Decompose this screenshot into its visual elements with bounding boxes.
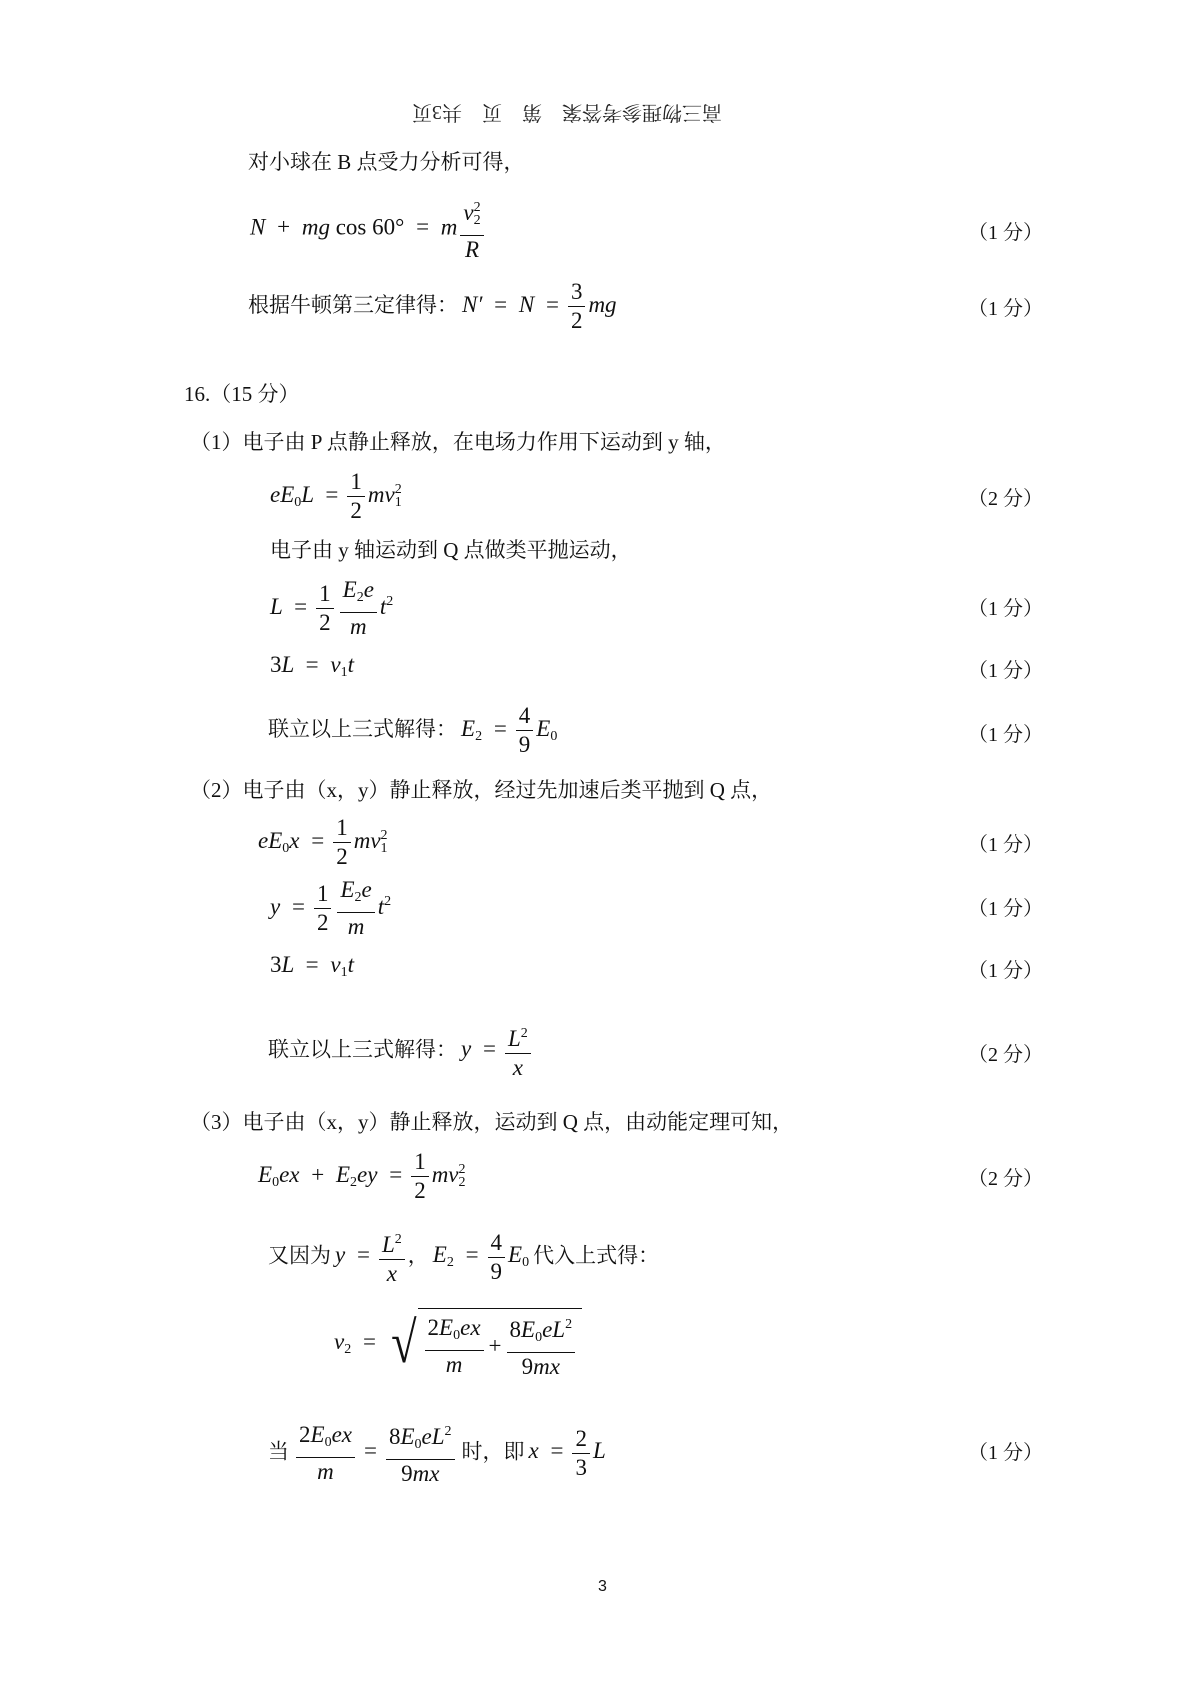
score: （1 分） xyxy=(968,960,1043,982)
equation-y-result: 联立以上三式解得： y = $\frac{L^2}{x}$ xyxy=(268,1022,534,1080)
score: （1 分） xyxy=(968,898,1043,920)
equation-newton-third: 根据牛顿第三定律得： N′ = N = $\frac{3}{2}$ mg xyxy=(248,279,617,333)
substitute-label: 代入上式得： xyxy=(533,1243,660,1268)
page-number: 3 xyxy=(598,1578,607,1595)
flipped-header: 高三物理参考答案 第 页 共3页 xyxy=(412,101,722,123)
score: （1 分） xyxy=(968,724,1043,746)
score: （1 分） xyxy=(968,1442,1043,1464)
solve-label: 联立以上三式解得： xyxy=(268,1037,457,1062)
equation-e2-result: 联立以上三式解得： $E_2$ = $\frac{4}{9}$ $E_0$ xyxy=(268,703,558,757)
when-label: 当 xyxy=(268,1439,289,1464)
solve-label: 联立以上三式解得： xyxy=(268,716,457,741)
q16-part2-intro: （2）电子由（x，y）静止释放，经过先加速后类平抛到 Q 点， xyxy=(190,778,773,802)
q16-part1-intro: （1）电子由 P 点静止释放，在电场力作用下运动到 y 轴， xyxy=(190,430,726,454)
equation-y-displacement: y = $\frac{1}{2}$ $\frac{E_2e}{m}$ $t^2$ xyxy=(270,877,392,939)
equation-normal-force: N + mg cos 60° = m $\frac{v_2^2}{R}$ xyxy=(250,196,487,262)
q15-intro: 对小球在 B 点受力分析可得， xyxy=(248,150,525,174)
score: （2 分） xyxy=(968,1044,1043,1066)
equation-condition: 当 $\frac{2E_0ex}{m}$ = $\frac{8E_0eL^2}{9mx}$ 时，即 x = $\frac{2}{3}$ L xyxy=(268,1421,606,1486)
substitution-line: 又因为 y = $\frac{L^2}{x}$ ， $E_2$ = $\frac{4}{9}$ $E_0$ 代入上式得： xyxy=(268,1229,660,1286)
score: （1 分） xyxy=(968,222,1043,244)
score: （2 分） xyxy=(968,488,1043,510)
equation-energy: $eE_0L$ = $\frac{1}{2}$ $mv_1^2$ xyxy=(270,469,402,523)
q16-part3-intro: （3）电子由（x，y）静止释放，运动到 Q 点，由动能定理可知， xyxy=(190,1110,794,1134)
q16-title: 16.（15 分） xyxy=(184,382,300,406)
score: （1 分） xyxy=(968,660,1043,682)
then-label: 时，即 xyxy=(461,1439,525,1464)
newton-intro: 根据牛顿第三定律得： xyxy=(248,292,458,317)
score: （1 分） xyxy=(968,834,1043,856)
equation-vertical-displacement: L = $\frac{1}{2}$ $\frac{E_2e}{m}$ $t^2$ xyxy=(270,577,394,639)
score: （2 分） xyxy=(968,1168,1043,1190)
equation-horizontal: $3L = v_1t$ xyxy=(270,652,354,680)
because-label: 又因为 xyxy=(268,1243,331,1268)
equation-horizontal-2: $3L = v_1t$ xyxy=(270,952,354,980)
equation-v2: $v_2$ = √ $\frac{2E_0ex}{m}$ + $\frac{8E_0eL^2}{9mx}$ xyxy=(334,1308,582,1379)
equation-energy-x: $eE_0x$ = $\frac{1}{2}$ $mv_1^2$ xyxy=(258,815,388,869)
equation-kinetic-energy: $E_0ex + E_2ey$ = $\frac{1}{2}$ $mv_2^2$ xyxy=(258,1149,466,1203)
score: （1 分） xyxy=(968,298,1043,320)
score: （1 分） xyxy=(968,598,1043,620)
q16-part1-mid: 电子由 y 轴运动到 Q 点做类平抛运动， xyxy=(270,538,632,562)
